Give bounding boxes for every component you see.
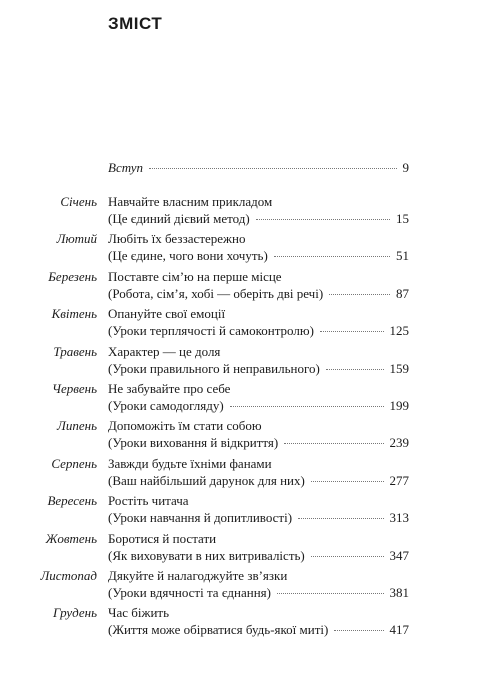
month-label: Квітень (51, 306, 97, 322)
chapter-subtitle-row (108, 360, 409, 377)
dot-leader (326, 369, 384, 370)
toc-entry[interactable] (0, 193, 489, 230)
toc-intro-row[interactable] (108, 160, 409, 176)
toc-entry[interactable] (0, 417, 489, 454)
page-number: 347 (389, 547, 409, 563)
chapter-title: Поставте сім’ю на перше місце (108, 268, 282, 284)
chapter-title: Час біжить (108, 605, 170, 621)
dot-leader (320, 331, 384, 332)
dot-leader (311, 556, 384, 557)
chapter-subtitle: (Як виховувати в них витривалість) (108, 547, 305, 563)
page-number: 87 (396, 285, 409, 301)
page-number: 381 (389, 584, 409, 600)
dot-leader (298, 518, 383, 519)
chapter-title: Ростіть читача (108, 493, 189, 509)
page-number: 239 (389, 435, 409, 451)
month-label: Вересень (47, 493, 97, 509)
toc-entry[interactable] (0, 305, 489, 342)
dot-leader (284, 443, 383, 444)
chapter-title: Боротися й постати (108, 530, 217, 546)
chapter-title: Не забувайте про себе (108, 380, 231, 396)
toc-entry[interactable] (0, 230, 489, 267)
page-number: 199 (389, 397, 409, 413)
chapter-subtitle-row (108, 247, 409, 264)
chapter-title: Завжди будьте їхніми фанами (108, 455, 272, 471)
page-number: 277 (389, 472, 409, 488)
page-number: 159 (389, 360, 409, 376)
chapter-subtitle: (Уроки самодогляду) (108, 397, 224, 413)
month-label: Листопад (40, 567, 97, 583)
dot-leader (230, 406, 384, 407)
chapter-subtitle: (Це єдиний дієвий метод) (108, 211, 250, 226)
dot-leader (334, 630, 383, 631)
chapter-title: Навчайте власним прикладом (108, 194, 273, 209)
chapter-title: Характер — це доля (108, 343, 221, 359)
toc-entry[interactable] (0, 604, 489, 641)
page-number: 125 (389, 323, 409, 339)
chapter-subtitle-row (108, 621, 409, 638)
intro-label: Вступ (108, 160, 144, 175)
chapter-subtitle: (Робота, сім’я, хобі — оберіть дві речі) (108, 285, 324, 301)
chapter-title: Любіть їх беззастережно (108, 231, 246, 247)
chapter-subtitle-row (108, 397, 409, 414)
chapter-subtitle: (Це єдине, чого вони хочуть) (108, 248, 268, 264)
page-number: 51 (396, 248, 409, 264)
month-label: Липень (57, 418, 97, 434)
chapter-subtitle-row (108, 322, 409, 339)
toc-entries (0, 193, 489, 642)
chapter-subtitle: (Уроки терплячості й самоконтролю) (108, 323, 314, 339)
month-label: Січень (60, 194, 97, 209)
dot-leader (277, 593, 384, 594)
dot-leader (256, 219, 390, 220)
toc-entry[interactable] (0, 343, 489, 380)
toc-entry[interactable] (0, 567, 489, 604)
page-number: 15 (396, 211, 409, 226)
chapter-subtitle: (Ваш найбільший дарунок для них) (108, 472, 305, 488)
dot-leader (311, 481, 384, 482)
month-label: Грудень (53, 605, 97, 621)
chapter-subtitle: (Уроки навчання й допитливості) (108, 510, 293, 526)
chapter-subtitle-row (108, 547, 409, 564)
chapter-title: Опануйте свої емоції (108, 306, 226, 322)
month-label: Травень (53, 343, 97, 359)
toc-entry[interactable] (0, 268, 489, 305)
chapter-subtitle-row (108, 472, 409, 489)
chapter-title: Допоможіть їм стати собою (108, 418, 262, 434)
chapter-subtitle: (Життя може обірватися будь-якої миті) (108, 622, 329, 638)
month-label: Червень (51, 380, 97, 396)
page-number: 417 (389, 622, 409, 638)
chapter-subtitle-row (108, 584, 409, 601)
chapter-subtitle-row (108, 285, 409, 302)
chapter-title: Дякуйте й налагоджуйте зв’язки (108, 567, 288, 583)
dot-leader (329, 294, 390, 295)
chapter-subtitle-row (108, 210, 409, 227)
month-label: Серпень (51, 455, 97, 471)
toc-entry[interactable] (0, 492, 489, 529)
month-label: Березень (48, 268, 97, 284)
toc-entry[interactable] (0, 455, 489, 492)
dot-leader (149, 168, 396, 169)
chapter-subtitle: (Уроки правильного й неправильного) (108, 360, 320, 376)
toc-entry[interactable] (0, 530, 489, 567)
month-label: Лютий (56, 231, 97, 247)
page-title: ЗМІСТ (108, 14, 163, 33)
chapter-subtitle: (Уроки вдячності та єднання) (108, 584, 271, 600)
chapter-subtitle: (Уроки виховання й відкриття) (108, 435, 279, 451)
chapter-subtitle-row (108, 509, 409, 526)
dot-leader (274, 256, 390, 257)
page-number: 9 (402, 160, 409, 175)
chapter-subtitle-row (108, 434, 409, 451)
page-number: 313 (389, 510, 409, 526)
month-label: Жовтень (45, 530, 97, 546)
toc-entry[interactable] (0, 380, 489, 417)
